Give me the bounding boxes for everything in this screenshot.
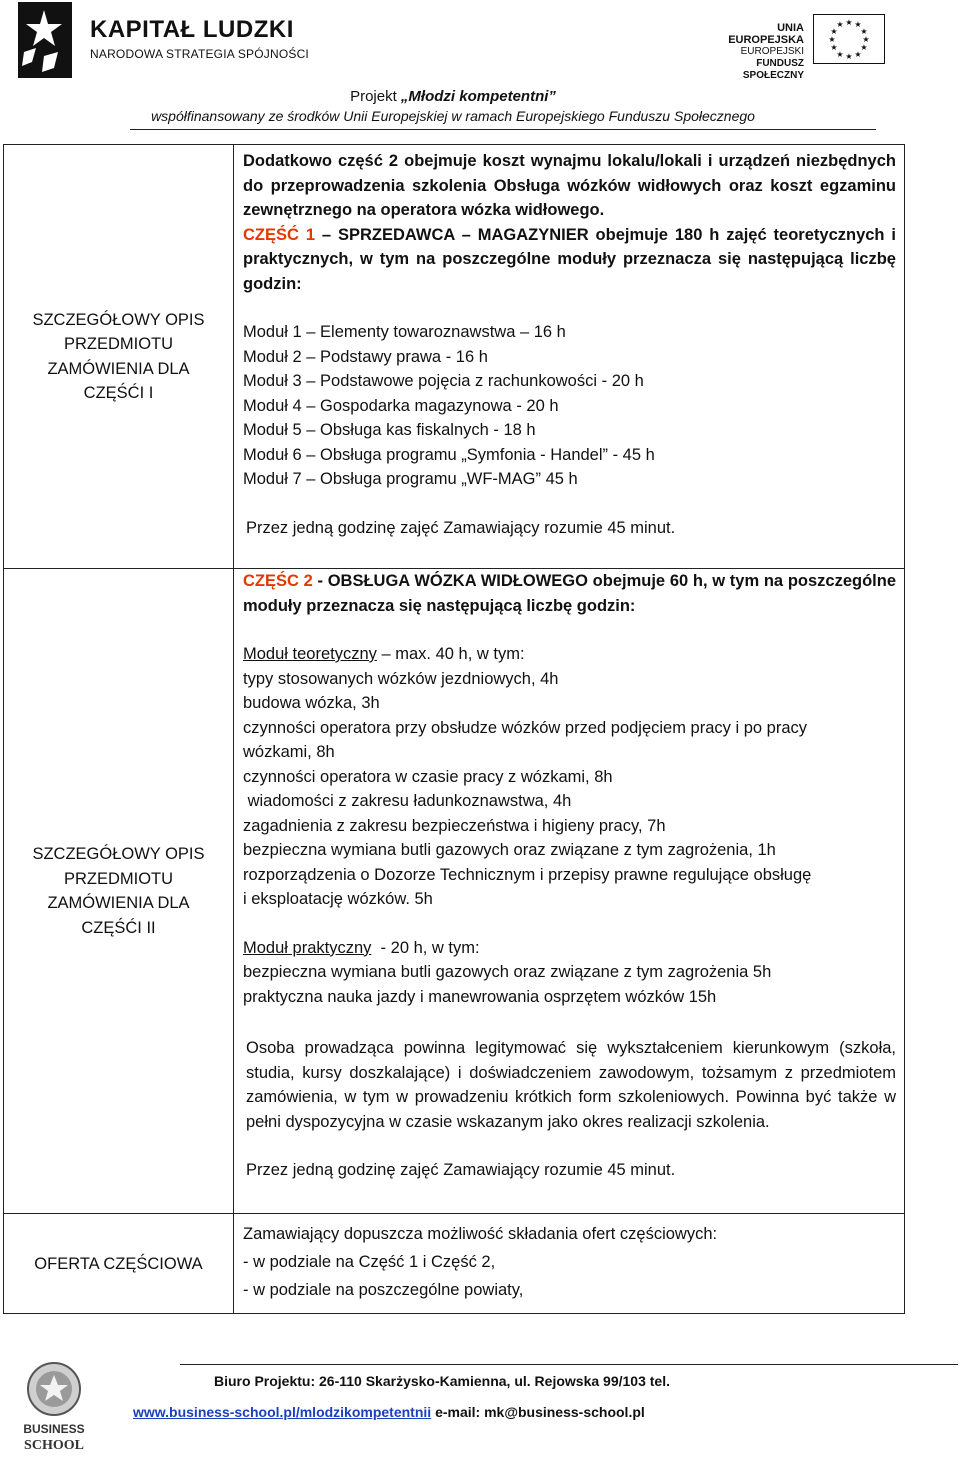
- svg-text:★: ★: [860, 43, 868, 52]
- svg-text:★: ★: [836, 50, 844, 59]
- footer-divider: [180, 1364, 958, 1365]
- hour-definition-note: Przez jedną godzinę zajęć Zamawiający rozumie 45 minut.: [246, 1161, 676, 1179]
- list-item: - w podziale na Część 1 i Część 2,: [243, 1253, 496, 1271]
- kapital-ludzki-subtitle: NARODOWA STRATEGIA SPÓJNOŚCI: [90, 47, 309, 61]
- kapital-ludzki-title: KAPITAŁ LUDZKI: [90, 16, 294, 43]
- list-item: i eksploatację wózków. 5h: [243, 890, 433, 908]
- svg-text:★: ★: [845, 52, 853, 61]
- list-item: Moduł 2 – Podstawy prawa - 16 h: [243, 347, 488, 366]
- list-item: Moduł 5 – Obsługa kas fiskalnych - 18 h: [243, 421, 536, 439]
- list-item: bezpieczna wymiana butli gazowych oraz związane z tym zagrożenia, 1h: [243, 841, 776, 859]
- intro-paragraph: Dodatkowo część 2 obejmuje koszt wynajmu lokalu/lokali i urządzeń niezbędnych do przeprowadzenia szkolenia Obsługa wózków widłowych oraz koszt egzaminu zewnętrznego na operatora wózka widłowego.: [243, 152, 896, 219]
- header-divider: [130, 129, 876, 130]
- row-content-part-2: [243, 569, 896, 1183]
- table-row-part-1: [4, 145, 904, 569]
- svg-text:SCHOOL: SCHOOL: [24, 1438, 84, 1453]
- svg-text:★: ★: [830, 43, 838, 52]
- list-item: Moduł 1 – Elementy towaroznawstwa – 16 h: [243, 323, 566, 341]
- project-title: Projekt „Młodzi kompetentni”: [350, 88, 556, 105]
- svg-text:★: ★: [828, 35, 836, 44]
- list-item: Moduł 7 – Obsługa programu „WF-MAG” 45 h: [243, 470, 578, 488]
- list-item: typy stosowanych wózków jezdniowych, 4h: [243, 669, 559, 688]
- ue-label: UNIA EUROPEJSKA EUROPEJSKI FUNDUSZ SPOŁECZNY: [728, 22, 804, 81]
- row-content-partial-offer: [243, 1220, 896, 1304]
- table-row-partial-offer: [4, 1214, 904, 1314]
- cofinancing-note: współfinansowany ze środków Unii Europejskiej w ramach Europejskiego Funduszu Społecznego: [151, 108, 755, 124]
- list-item: Moduł 4 – Gospodarka magazynowa - 20 h: [243, 396, 559, 415]
- hour-definition-note: Przez jedną godzinę zajęć Zamawiający rozumie 45 minut.: [246, 518, 676, 537]
- kapital-ludzki-logo: [14, 2, 72, 78]
- table-row-part-2: [4, 569, 904, 1214]
- specification-table: [3, 144, 905, 1314]
- list-item: budowa wózka, 3h: [243, 694, 380, 712]
- practice-module-heading: Moduł praktyczny - 20 h, w tym:: [243, 938, 480, 957]
- row-label-part-2: SZCZEGÓŁOWY OPIS PRZEDMIOTU ZAMÓWIENIA DLA CZĘŚĆI II: [4, 569, 234, 1213]
- svg-text:★: ★: [836, 20, 844, 29]
- svg-text:BUSINESS: BUSINESS: [23, 1422, 85, 1436]
- part-1-heading: CZĘŚĆ 1 – SPRZEDAWCA – MAGAZYNIER obejmuje 180 h zajęć teoretycznych i praktycznych, w tym na poszczególne moduły przeznacza się następującą liczbę godzin:: [243, 225, 897, 293]
- part-2-heading: CZĘŚC 2 - OBSŁUGA WÓZKA WIDŁOWEGO obejmuje 60 h, w tym na poszczególne moduły przeznacza się następującą liczbę godzin:: [243, 572, 896, 615]
- module-list: [243, 320, 896, 492]
- list-item: bezpieczna wymiana butli gazowych oraz związane z tym zagrożenia 5h: [243, 963, 772, 981]
- row-content-part-1: [243, 149, 896, 540]
- svg-text:★: ★: [845, 18, 853, 27]
- footer-address: Biuro Projektu: 26-110 Skarżysko-Kamienna, ul. Rejowska 99/103 tel.: [214, 1373, 670, 1389]
- svg-text:★: ★: [862, 35, 870, 44]
- row-label-part-1: SZCZEGÓŁOWY OPIS PRZEDMIOTU ZAMÓWIENIA DLA CZĘŚĆI I: [4, 145, 234, 568]
- svg-text:★: ★: [830, 27, 838, 36]
- list-item: - w podziale na poszczególne powiaty,: [243, 1281, 524, 1299]
- footer-contact: [133, 1404, 645, 1420]
- list-item: rozporządzenia o Dozorze Technicznym i przepisy prawne regulujące obsługę: [243, 865, 812, 884]
- list-item: Moduł 6 – Obsługa programu „Symfonia - Handel” - 45 h: [243, 445, 655, 464]
- list-item: zagadnienia z zakresu bezpieczeństwa i higieny pracy, 7h: [243, 816, 666, 835]
- list-item: czynności operatora w czasie pracy z wózkami, 8h: [243, 767, 613, 786]
- business-school-logo: [14, 1355, 94, 1455]
- list-item: Zamawiający dopuszcza możliwość składania ofert częściowych:: [243, 1225, 718, 1243]
- eu-flag-icon: [813, 14, 885, 64]
- svg-text:★: ★: [854, 50, 862, 59]
- svg-text:★: ★: [860, 27, 868, 36]
- footer-email: e-mail: mk@business-school.pl: [435, 1404, 645, 1420]
- list-item: czynności operatora przy obsłudze wózków przed podjęciem pracy i po pracy: [243, 718, 808, 737]
- list-item: wiadomości z zakresu ładunkoznawstwa, 4h: [243, 792, 572, 810]
- theory-module-heading: Moduł teoretyczny – max. 40 h, w tym:: [243, 645, 525, 663]
- row-label-partial-offer: OFERTA CZĘŚCIOWA: [4, 1214, 234, 1314]
- svg-text:★: ★: [854, 20, 862, 29]
- website-link[interactable]: www.business-school.pl/mlodzikompetentnii: [133, 1404, 432, 1420]
- list-item: praktyczna nauka jazdy i manewrowania osprzętem wózków 15h: [243, 987, 717, 1006]
- list-item: wózkami, 8h: [243, 743, 335, 761]
- trainer-requirements: Osoba prowadząca powinna legitymować się wykształceniem kierunkowym (szkoła, studia, kursy doszkalające) i doświadczeniem zawodowym, tożsamym z przedmiotem zamówienia, w tym w prowadzeniu krótkich form szkoleniowych. Powinna być także w pełni dyspozycyjna w czasie wskazanym jako okres realizacji szkolenia.: [246, 1039, 896, 1131]
- list-item: Moduł 3 – Podstawowe pojęcia z rachunkowości - 20 h: [243, 372, 644, 390]
